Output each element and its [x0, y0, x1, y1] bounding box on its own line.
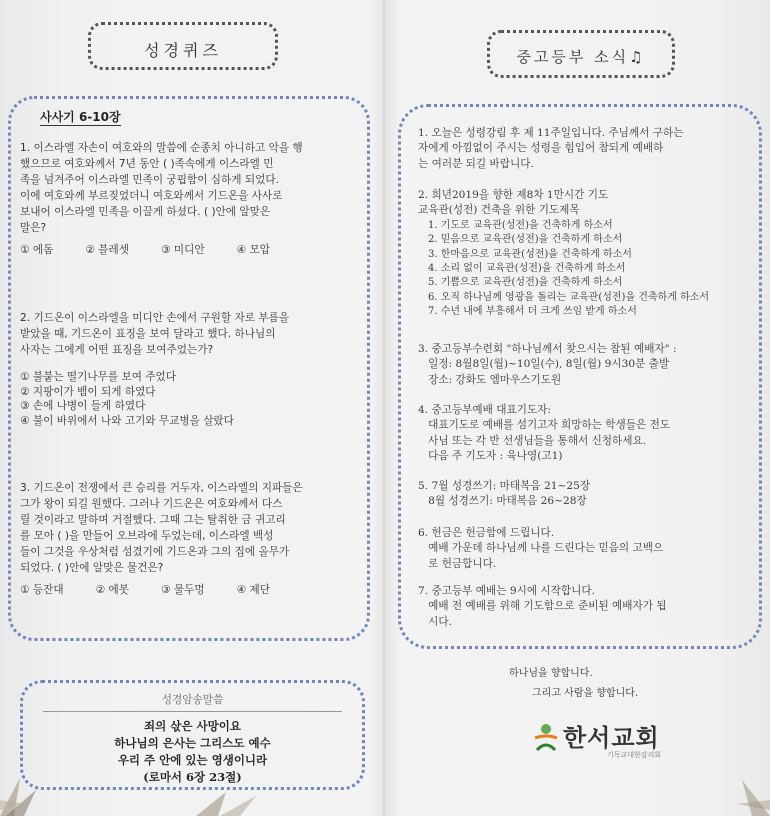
- answer-option-4: ④ 불이 바위에서 나와 고기와 무교병을 살랐다: [20, 414, 234, 427]
- news-item-7: [418, 584, 748, 630]
- news-item-2: [418, 188, 748, 320]
- question-text-line: 사자는 그에게 어떤 표징을 보여주었는가?: [20, 344, 214, 356]
- news-text-line: 예배 전 예배를 위해 기도함으로 준비된 예배자가 됩: [418, 600, 667, 613]
- news-text-line: 는 여러분 되길 바랍니다.: [418, 157, 534, 170]
- news-text-line: 1. 오늘은 성령강림 후 제 11주일입니다. 주님께서 구하는: [418, 127, 684, 139]
- news-text-line: 6. 헌금은 헌금함에 드립니다.: [418, 527, 555, 539]
- news-text-line: 4. 중고등부예배 대표기도자:: [418, 404, 551, 416]
- news-text-line: 대표기도로 예배를 섬기고자 희망하는 학생들은 전도: [418, 419, 671, 432]
- answer-option-1: ① 등잔대: [20, 584, 64, 596]
- question-text-line: 2. 기드온이 이스라엘을 미디안 손에서 구원할 자로 부름을: [20, 312, 290, 324]
- slogan-2-text: 그리고 사람을 향합니다.: [532, 688, 639, 699]
- news-text-line: 시다.: [418, 615, 452, 628]
- question-text-line: 받았을 때, 기드온이 표징을 보여 달라고 했다. 하나님의: [20, 328, 276, 340]
- slogan-line-1: [509, 664, 593, 679]
- question-text-line: 3. 기드온이 전쟁에서 큰 승리를 거두자, 이스라엘의 지파들은: [20, 482, 303, 494]
- news-text-line: 로 헌금합니다.: [418, 557, 497, 570]
- news-text-line: 8월 성경쓰기: 마태복음 26~28장: [418, 495, 587, 508]
- news-title-box: [487, 30, 675, 78]
- news-text-line: 3. 중고등부수련회 "하나님께서 찾으시는 참된 예배자" :: [418, 343, 677, 355]
- news-text-line: 사님 또는 각 반 선생님들을 통해서 신청하세요.: [418, 434, 647, 447]
- answer-option-1: ① 에돔: [20, 244, 54, 256]
- church-emblem-icon: [533, 722, 559, 752]
- news-text-line: 2. 희년2019을 향한 제8차 1만시간 기도: [418, 189, 609, 201]
- news-text-line: 교육관(성전) 건축을 위한 기도제목: [418, 204, 580, 217]
- verse-line: 죄의 삯은 사망이요: [144, 719, 241, 733]
- prayer-topic-2: 2. 믿음으로 교육관(성전)을 건축하게 하소서: [428, 234, 623, 246]
- church-logo: [533, 716, 673, 768]
- news-text-line: 장소: 강화도 엠마우스기도원: [418, 373, 562, 386]
- prayer-topic-4: 4. 소리 없이 교육관(성전)을 건축하게 하소서: [428, 263, 626, 275]
- answer-option-2: ② 지팡이가 뱀이 되게 하였다: [20, 385, 156, 398]
- quiz-question-1: [20, 140, 360, 258]
- prayer-topic-5: 5. 기쁨으로 교육관(성전)을 건축하게 하소서: [428, 277, 623, 289]
- answer-option-3: ③ 미디안: [161, 244, 205, 256]
- quiz-title: 성경퀴즈: [144, 41, 222, 60]
- news-text-line: 5. 7월 성경쓰기: 마태복음 21~25장: [418, 480, 591, 492]
- question-text-line: 들이 그것을 우상처럼 섬겼기에 기드온과 그의 집에 올무가: [20, 546, 290, 558]
- memory-verse-box: [20, 680, 365, 790]
- memory-title: 성경암송말씀: [161, 694, 224, 706]
- slogan-line-2: [532, 684, 638, 699]
- plant-decoration-bottom: [196, 786, 266, 816]
- news-item-6: [418, 526, 748, 572]
- news-item-3: [418, 342, 748, 388]
- prayer-topic-7: 7. 수년 내에 부흥해서 더 크게 쓰임 받게 하소서: [428, 306, 637, 318]
- prayer-topic-3: 3. 한마음으로 교육관(성전)을 건축하게 하소서: [428, 248, 632, 260]
- question-text-line: 이에 여호와께 부르짖었더니 여호와께서 기드온을 사사로: [20, 190, 283, 202]
- question-text-line: 되었다. ( )안에 알맞은 물건은?: [20, 562, 164, 574]
- quiz-title-box: [88, 22, 278, 70]
- question-text-line: 보내어 이스라엘 민족을 이끌게 하셨다. ( )안에 알맞은: [20, 206, 271, 218]
- news-item-4: [418, 403, 748, 465]
- prayer-topic-1: 1. 기도로 교육관(성전)을 건축하게 하소서: [428, 219, 613, 231]
- church-name: 한서교회: [563, 724, 660, 752]
- plant-decoration-right: [716, 760, 770, 816]
- answer-option-4: ④ 모압: [236, 244, 270, 256]
- news-text-line: 7. 중고등부 예배는 9시에 시작합니다.: [418, 585, 595, 597]
- answer-option-1: ① 불붙는 떨기나무를 보여 주었다: [20, 371, 177, 383]
- answer-option-2: ② 에봇: [95, 584, 129, 596]
- memory-verse: [23, 718, 362, 786]
- church-denomination: 기독교대한감리회: [607, 751, 662, 759]
- question-text-line: 를 모아 ( )을 만들어 오브라에 두었는데, 이스라엘 백성: [20, 530, 274, 542]
- news-item-5: [418, 479, 748, 510]
- quiz-question-2: [20, 310, 360, 428]
- answer-options: [20, 582, 270, 598]
- question-text-line: 말은?: [20, 222, 47, 234]
- slogan-1-text: 하나님을 향합니다.: [509, 668, 593, 679]
- verse-line: 하나님의 은사는 그리스도 예수: [114, 736, 271, 750]
- question-text-line: 1. 이스라엘 자손이 여호와의 말씀에 순종치 아니하고 악을 행: [20, 142, 303, 154]
- verse-line: 우리 주 안에 있는 영생이니라: [117, 753, 268, 767]
- question-text-line: 했으므로 여호와께서 7년 동안 ( )족속에게 이스라엘 민: [20, 158, 274, 170]
- question-text-line: 릴 것이라고 말하며 거절했다. 그때 그는 탈취한 금 귀고리: [20, 514, 286, 526]
- answer-option-2: ② 블레셋: [85, 244, 129, 256]
- question-text-line: 족을 넘겨주어 이스라엘 민족이 궁핍함이 심하게 되었다.: [20, 174, 279, 186]
- memory-divider: [43, 711, 342, 712]
- answer-option-3: ③ 물두멍: [161, 584, 205, 596]
- news-text-line: 일정: 8월8일(월)~10일(수), 8일(월) 9시30분 출발: [418, 358, 670, 371]
- answer-option-4: ④ 제단: [236, 584, 270, 596]
- answer-option-3: ③ 손에 나병이 들게 하였다: [20, 400, 146, 412]
- news-text-line: 예배 가운데 하나님께 나를 드린다는 믿음의 고백으: [418, 542, 664, 555]
- answer-options: [20, 242, 270, 258]
- news-text-line: 다음 주 기도자 : 육나영(고1): [418, 450, 563, 463]
- verse-reference: (로마서 6장 23절): [143, 770, 242, 784]
- prayer-topic-6: 6. 오직 하나님께 영광을 돌리는 교육관(성전)을 건축하게 하소서: [428, 291, 710, 303]
- quiz-section-heading: 사사기 6-10장: [40, 110, 121, 124]
- fold-line: [383, 0, 385, 816]
- question-text-line: 그가 왕이 되길 원했다. 그러나 기드온은 여호와께서 다스: [20, 498, 283, 510]
- plant-decoration-left: [0, 738, 60, 816]
- answer-options: [20, 370, 360, 428]
- news-title: 중고등부 소식♫: [516, 48, 646, 66]
- quiz-question-3: [20, 480, 360, 598]
- news-text-line: 자에게 아낌없이 주시는 성령을 힘입어 참되게 예배하: [418, 142, 664, 155]
- news-item-1: [418, 126, 748, 172]
